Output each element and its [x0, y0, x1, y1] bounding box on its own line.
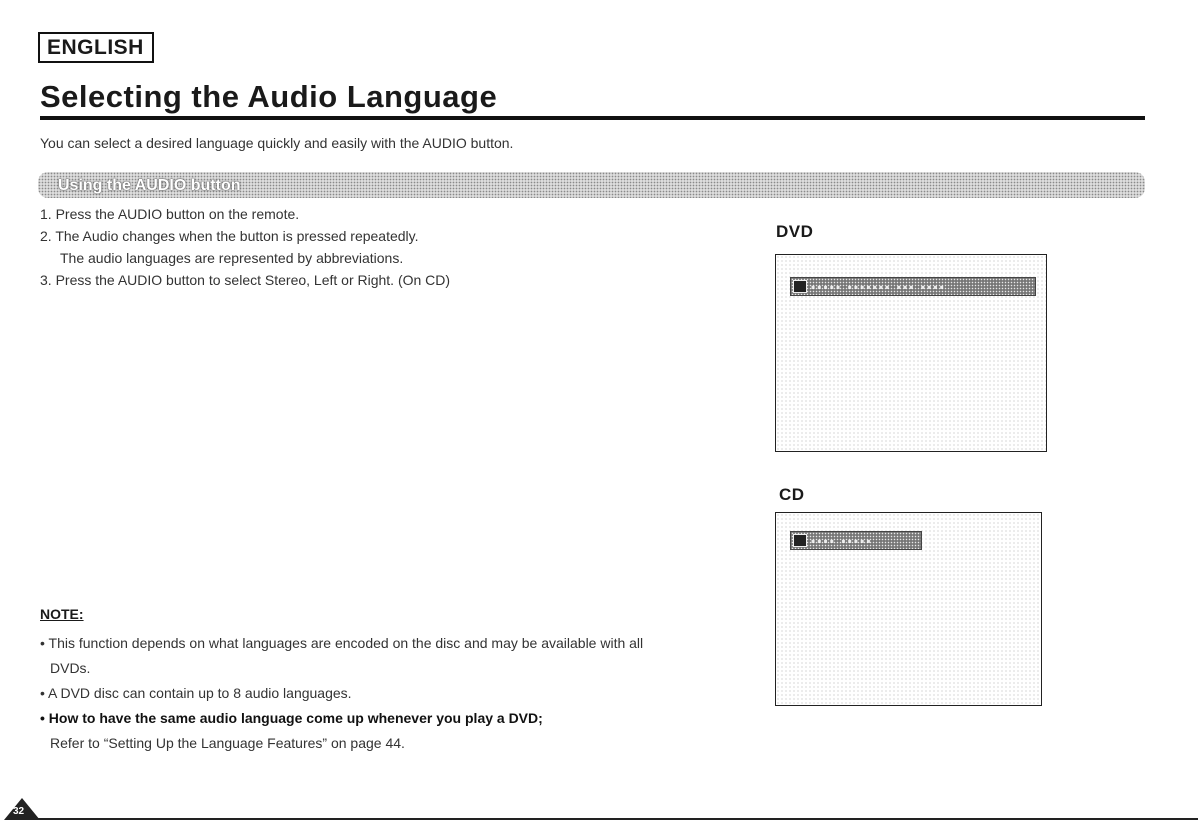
- note-heading: NOTE:: [40, 606, 84, 622]
- step-item: 3. Press the AUDIO button to select Stereo, Left or Right. (On CD): [40, 272, 451, 288]
- note-item: • A DVD disc can contain up to 8 audio languages.: [40, 685, 352, 701]
- page-number: 32: [13, 806, 25, 817]
- cd-osd-bar: [790, 531, 922, 550]
- dvd-screen-label: DVD: [776, 222, 814, 241]
- bottom-rule: [38, 818, 1198, 820]
- intro-text: You can select a desired language quickly and easily with the AUDIO button.: [40, 135, 514, 151]
- audio-icon: [793, 280, 807, 293]
- cd-screen-label: CD: [779, 485, 805, 504]
- title-rule: [40, 116, 1145, 120]
- step-item: 2. The Audio changes when the button is pressed repeatedly.: [40, 228, 419, 244]
- dvd-screen-illustration: [775, 254, 1047, 452]
- step-item: 1. Press the AUDIO button on the remote.: [40, 206, 300, 222]
- note-item-bold: • How to have the same audio language come up whenever you play a DVD;: [40, 710, 543, 726]
- page-number-marker: [4, 798, 40, 820]
- audio-icon: [793, 534, 807, 547]
- language-badge: ENGLISH: [38, 32, 154, 63]
- cd-screen-illustration: [775, 512, 1042, 706]
- note-item-continuation: DVDs.: [50, 660, 91, 676]
- note-item-reference: Refer to “Setting Up the Language Features” on page 44.: [50, 735, 405, 751]
- dvd-osd-text: ▪▪▪▪▪ ▪▪▪▪▪▪▪ ▪▪▪ ▪▪▪▪: [811, 279, 946, 294]
- note-item: • This function depends on what languages are encoded on the disc and may be available with all: [40, 635, 644, 651]
- step-item-continuation: The audio languages are represented by abbreviations.: [60, 250, 404, 266]
- notes-list: [40, 631, 760, 756]
- dvd-osd-bar: [790, 277, 1036, 296]
- cd-osd-text: ▪▪▪▪ ▪▪▪▪▪: [811, 533, 873, 548]
- page-title: Selecting the Audio Language: [40, 79, 498, 114]
- steps-list: [40, 203, 450, 291]
- section-heading: Using the AUDIO button: [58, 177, 241, 194]
